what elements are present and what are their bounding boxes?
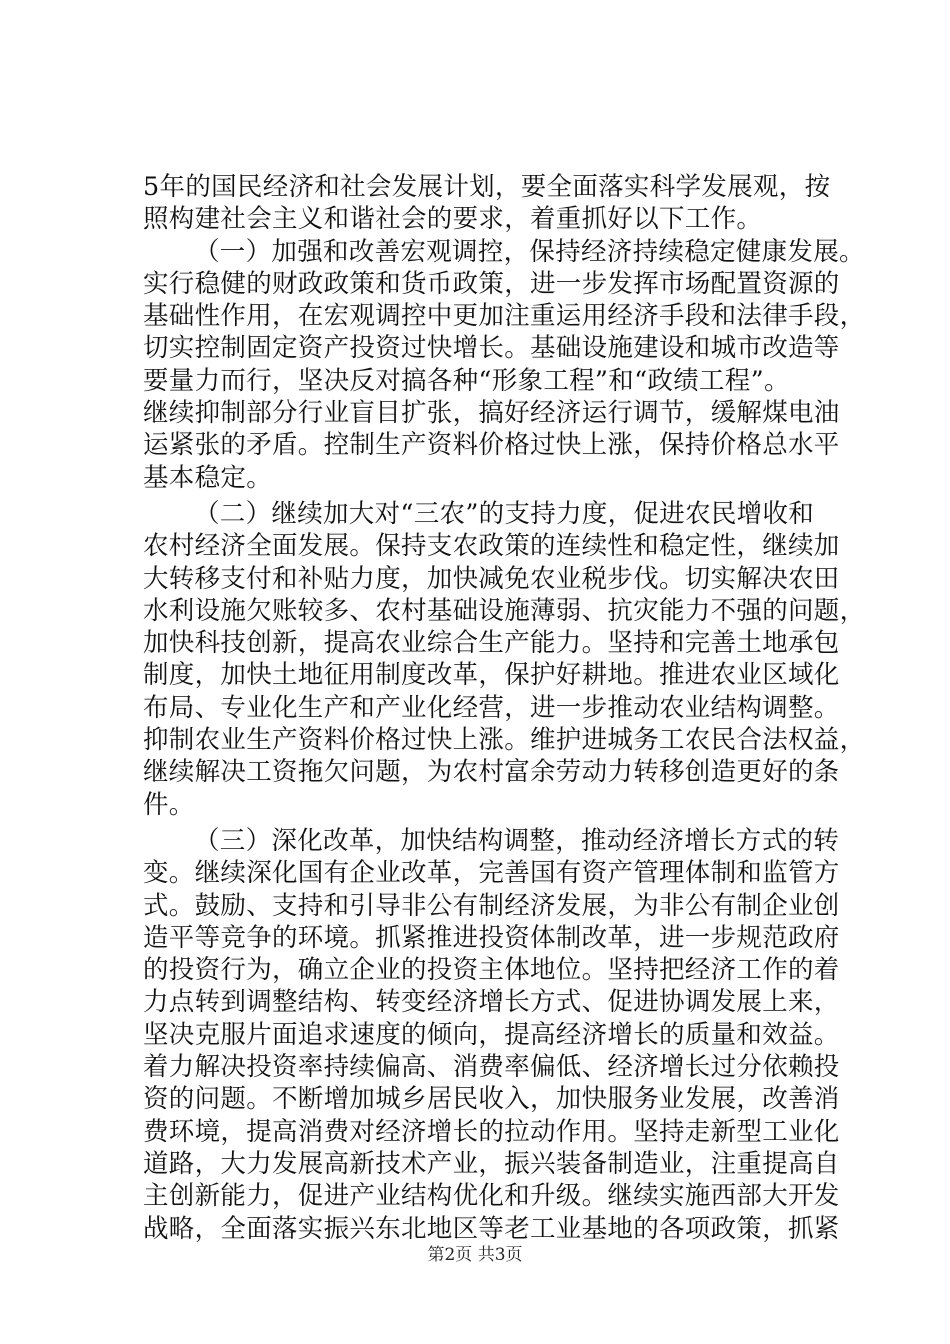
text-line: 加快科技创新，提高农业综合生产能力。坚持和完善土地承包	[143, 628, 840, 659]
text-line: 要量力而行，坚决反对搞各种“形象工程”和“政绩工程”。	[143, 365, 790, 396]
text-line: 继续抑制部分行业盲目扩张，搞好经济运行调节，缓解煤电油	[143, 398, 840, 429]
section-heading-line: （三）深化改革，加快结构调整，推动经济增长方式的转	[194, 825, 840, 856]
text-line: 坚决克服片面追求速度的倾向，提高经济增长的质量和效益。	[143, 1019, 840, 1050]
text-line: 战略，全面落实振兴东北地区等老工业基地的各项政策，抓紧	[143, 1213, 840, 1244]
text-line: 照构建社会主义和谐社会的要求，着重抓好以下工作。	[143, 204, 763, 235]
text-line: 式。鼓励、支持和引导非公有制经济发展，为非公有制企业创	[143, 890, 840, 921]
text-line: 费环境，提高消费对经济增长的拉动作用。坚持走新型工业化	[143, 1116, 840, 1147]
text-line: 布局、专业化生产和产业化经营，进一步推动农业结构调整。	[143, 692, 840, 723]
text-line: 基本稳定。	[143, 462, 273, 493]
section-heading-line: （二）继续加大对“三农”的支持力度，促进农民增收和	[194, 498, 815, 529]
text-line: 力点转到调整结构、转变经济增长方式、促进协调发展上来，	[143, 987, 840, 1018]
section-heading-line: （一）加强和改善宏观调控，保持经济持续稳定健康发展。	[194, 236, 865, 267]
text-line: 切实控制固定资产投资过快增长。基础设施建设和城市改造等	[143, 333, 840, 364]
text-line: 变。继续深化国有企业改革，完善国有资产管理体制和监管方	[143, 858, 840, 889]
text-line: 制度，加快土地征用制度改革，保护好耕地。推进农业区域化	[143, 660, 840, 691]
body-text	[143, 171, 866, 1245]
text-line: 运紧张的矛盾。控制生产资料价格过快上涨，保持价格总水平	[143, 430, 840, 461]
text-line: 水利设施欠账较多、农村基础设施薄弱、抗灾能力不强的问题，	[143, 595, 866, 626]
text-line: 资的问题。不断增加城乡居民收入，加快服务业发展，改善消	[143, 1084, 840, 1115]
text-line: 主创新能力，促进产业结构优化和升级。继续实施西部大开发	[143, 1181, 840, 1212]
text-line: 道路，大力发展高新技术产业，振兴装备制造业，注重提高自	[143, 1148, 840, 1179]
text-line: 基础性作用，在宏观调控中更加注重运用经济手段和法律手段，	[143, 301, 866, 332]
text-line: 实行稳健的财政政策和货币政策，进一步发挥市场配置资源的	[143, 268, 840, 299]
text-line: 5年的国民经济和社会发展计划，要全面落实科学发展观，按	[143, 172, 831, 202]
text-line: 抑制农业生产资料价格过快上涨。维护进城务工农民合法权益，	[143, 725, 866, 756]
text-line: 着力解决投资率持续偏高、消费率偏低、经济增长过分依赖投	[143, 1052, 840, 1083]
page-number-footer: 第2页 共3页	[427, 1245, 523, 1265]
text-line: 继续解决工资拖欠问题，为农村富余劳动力转移创造更好的条	[143, 757, 840, 788]
text-line: 的投资行为，确立企业的投资主体地位。坚持把经济工作的着	[143, 955, 840, 986]
text-line: 农村经济全面发展。保持支农政策的连续性和稳定性，继续加	[143, 531, 840, 562]
text-line: 件。	[143, 789, 195, 820]
text-line: 大转移支付和补贴力度，加快减免农业税步伐。切实解决农田	[143, 563, 840, 594]
text-line: 造平等竞争的环境。抓紧推进投资体制改革，进一步规范政府	[143, 922, 840, 953]
